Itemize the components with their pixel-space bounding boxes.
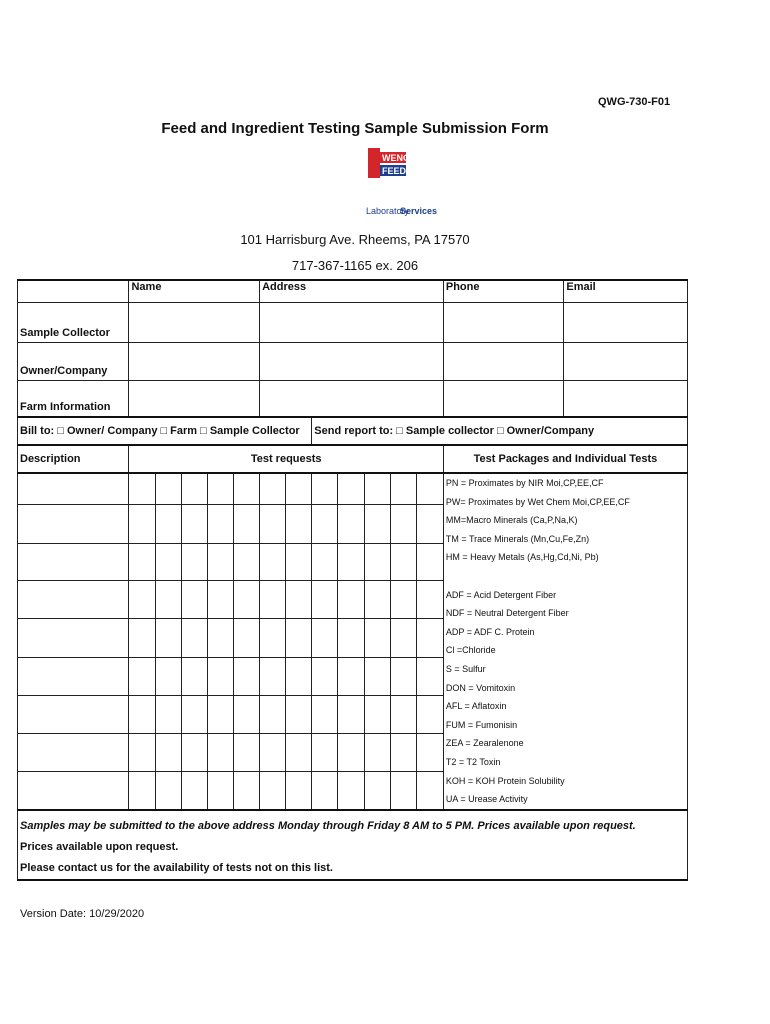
package-item: PN = Proximates by NIR Moi,CP,EE,CF [445,478,604,488]
package-item: FUM = Fumonisin [445,719,518,730]
test-cell[interactable] [181,618,207,657]
owner-company-phone-field[interactable] [443,342,564,380]
owner-company-email-field[interactable] [564,342,688,380]
owner-company-label: Owner/Company [18,342,129,380]
notes-line-contact: Please contact us for the availability of tests not on this list. [20,861,333,874]
test-cell[interactable] [286,543,312,580]
test-cell[interactable] [207,618,233,657]
form-title: Feed and Ingredient Testing Sample Submission Form [161,120,549,137]
notes-section [18,810,688,880]
test-cell[interactable] [155,657,181,695]
test-cell[interactable] [286,733,312,771]
name-header: Name [129,280,260,302]
test-cell[interactable] [312,580,338,618]
test-cell[interactable] [181,580,207,618]
package-item: PW= Proximates by Wet Chem Moi,CP,EE,CF [445,496,630,507]
description-header: Description [18,445,129,473]
test-cell[interactable] [260,618,286,657]
test-cell[interactable] [233,473,259,504]
address-line: 101 Harrisburg Ave. Rheems, PA 17570 [240,232,470,247]
package-item: T2 = T2 Toxin [445,756,501,767]
test-cell[interactable] [233,772,259,810]
description-cell[interactable] [18,504,129,543]
test-cell[interactable] [286,580,312,618]
test-cell[interactable] [390,733,416,771]
test-cell[interactable] [312,772,338,810]
test-cell[interactable] [364,504,390,543]
farm-information-label: Farm Information [18,380,129,417]
sample-collector-label: Sample Collector [18,302,129,342]
test-cell[interactable] [260,733,286,771]
test-cell[interactable] [129,695,155,733]
test-cell[interactable] [338,618,364,657]
test-cell[interactable] [286,473,312,504]
description-cell[interactable] [18,695,129,733]
logo-brand-bottom: FEEDS [382,166,413,176]
test-cell[interactable] [338,733,364,771]
test-cell[interactable] [286,657,312,695]
test-cell[interactable] [338,772,364,810]
test-cell[interactable] [260,657,286,695]
test-cell[interactable] [390,473,416,504]
phone-line: 717-367-1165 ex. 206 [291,258,419,273]
document-code: QWG-730-F01 [598,96,671,108]
sample-collector-name-field[interactable] [129,302,260,342]
test-cell[interactable] [312,543,338,580]
test-packages-header: Test Packages and Individual Tests [443,445,687,473]
test-cell[interactable] [181,695,207,733]
test-cell[interactable] [364,733,390,771]
test-cell[interactable] [312,733,338,771]
test-cell[interactable] [181,772,207,810]
test-cell[interactable] [416,473,443,504]
test-cell[interactable] [155,473,181,504]
test-cell[interactable] [390,657,416,695]
test-cell[interactable] [129,657,155,695]
phone-header: Phone [443,280,564,302]
test-cell[interactable] [129,733,155,771]
package-item: AFL = Aflatoxin [445,701,507,712]
package-item: MM=Macro Minerals (Ca,P,Na,K) [445,515,578,526]
test-cell[interactable] [416,733,443,771]
description-cell[interactable] [18,580,129,618]
test-requests-header: Test requests [129,445,443,473]
test-cell[interactable] [181,504,207,543]
test-cell[interactable] [233,543,259,580]
test-cell[interactable] [233,657,259,695]
test-cell[interactable] [260,543,286,580]
test-cell[interactable] [129,618,155,657]
test-cell[interactable] [338,657,364,695]
test-cell[interactable] [155,504,181,543]
farm-address-field[interactable] [260,380,444,417]
send-report-options[interactable]: Send report to: □ Sample collector □ Owner/Company [312,417,688,445]
wenger-feeds-logo [362,146,442,220]
farm-email-field[interactable] [564,380,688,417]
test-cell[interactable] [260,695,286,733]
package-item: S = Sulfur [445,663,486,674]
test-cell[interactable] [364,695,390,733]
test-cell[interactable] [260,504,286,543]
test-cell[interactable] [129,543,155,580]
test-cell[interactable] [338,695,364,733]
test-cell[interactable] [364,618,390,657]
test-cell[interactable] [364,772,390,810]
logo-subtitle-services: Services [400,206,438,216]
address-header: Address [260,280,444,302]
submission-form-table [17,279,688,881]
test-cell[interactable] [338,580,364,618]
test-cell[interactable] [416,504,443,543]
test-cell[interactable] [129,473,155,504]
owner-company-name-field[interactable] [129,342,260,380]
description-cell[interactable] [18,543,129,580]
test-cell[interactable] [155,543,181,580]
test-cell[interactable] [286,695,312,733]
test-cell[interactable] [364,580,390,618]
test-cell[interactable] [207,543,233,580]
test-cell[interactable] [207,695,233,733]
sample-collector-address-field[interactable] [260,302,444,342]
test-cell[interactable] [155,618,181,657]
test-cell[interactable] [338,473,364,504]
sample-collector-phone-field[interactable] [443,302,564,342]
test-cell[interactable] [390,772,416,810]
test-cell[interactable] [286,504,312,543]
test-cell[interactable] [338,543,364,580]
description-cell[interactable] [18,733,129,771]
test-cell[interactable] [155,772,181,810]
test-cell[interactable] [181,733,207,771]
test-cell[interactable] [129,580,155,618]
test-cell[interactable] [233,618,259,657]
email-header: Email [564,280,688,302]
version-date: Version Date: 10/29/2020 [20,908,145,920]
test-cell[interactable] [207,504,233,543]
test-cell[interactable] [181,543,207,580]
package-item [446,567,685,586]
test-cell[interactable] [364,473,390,504]
notes-line-prices: Prices available upon request. [20,840,179,853]
test-cell[interactable] [364,543,390,580]
description-cell[interactable] [18,657,129,695]
test-cell[interactable] [207,580,233,618]
test-cell[interactable] [416,657,443,695]
package-item: Cl =Chloride [445,645,496,656]
test-cell[interactable] [286,618,312,657]
test-cell[interactable] [390,543,416,580]
test-cell[interactable] [364,657,390,695]
farm-name-field[interactable] [129,380,260,417]
package-item: UA = Urease Activity [445,794,528,805]
test-cell[interactable] [233,580,259,618]
description-cell[interactable] [18,473,129,504]
test-cell[interactable] [233,504,259,543]
test-cell[interactable] [207,733,233,771]
test-cell[interactable] [207,772,233,810]
test-cell[interactable] [129,504,155,543]
test-cell[interactable] [155,733,181,771]
farm-phone-field[interactable] [443,380,564,417]
package-legend [443,473,687,810]
test-cell[interactable] [416,618,443,657]
test-cell[interactable] [181,657,207,695]
test-cell[interactable] [233,733,259,771]
package-item: TM = Trace Minerals (Mn,Cu,Fe,Zn) [445,533,590,544]
test-cell[interactable] [312,473,338,504]
package-item: NDF = Neutral Detergent Fiber [445,608,569,619]
test-cell[interactable] [312,695,338,733]
test-cell[interactable] [312,657,338,695]
description-cell[interactable] [18,772,129,810]
test-cell[interactable] [260,580,286,618]
package-item: ZEA = Zearalenone [445,738,524,749]
sample-collector-email-field[interactable] [564,302,688,342]
package-item: ADF = Acid Detergent Fiber [445,589,557,600]
test-cell[interactable] [338,504,364,543]
bill-to-options[interactable]: Bill to: □ Owner/ Company □ Farm □ Sample Collector [18,417,312,445]
test-cell[interactable] [207,657,233,695]
test-cell[interactable] [390,504,416,543]
package-item: KOH = KOH Protein Solubility [445,775,565,786]
test-cell[interactable] [416,543,443,580]
test-cell[interactable] [416,772,443,810]
test-cell[interactable] [155,580,181,618]
test-cell[interactable] [181,473,207,504]
notes-line-hours: Samples may be submitted to the above address Monday through Friday 8 AM to 5 PM. Prices available upon request. [20,819,636,832]
test-cell[interactable] [416,695,443,733]
test-cell[interactable] [312,504,338,543]
test-cell[interactable] [260,473,286,504]
owner-company-address-field[interactable] [260,342,444,380]
test-cell[interactable] [390,695,416,733]
logo-subtitle-laboratory: Laboratory [366,206,410,216]
test-cell[interactable] [390,580,416,618]
test-cell[interactable] [260,772,286,810]
test-cell[interactable] [207,473,233,504]
test-cell[interactable] [286,772,312,810]
test-cell[interactable] [233,695,259,733]
test-cell[interactable] [155,695,181,733]
test-cell[interactable] [129,772,155,810]
logo-brand-top: WENGER [382,153,423,163]
test-cell[interactable] [312,618,338,657]
test-cell[interactable] [416,580,443,618]
description-cell[interactable] [18,618,129,657]
package-item: ADP = ADF C. Protein [445,626,535,637]
test-cell[interactable] [390,618,416,657]
package-item: DON = Vomitoxin [445,682,516,693]
package-item: HM = Heavy Metals (As,Hg,Cd,Ni, Pb) [445,552,599,563]
